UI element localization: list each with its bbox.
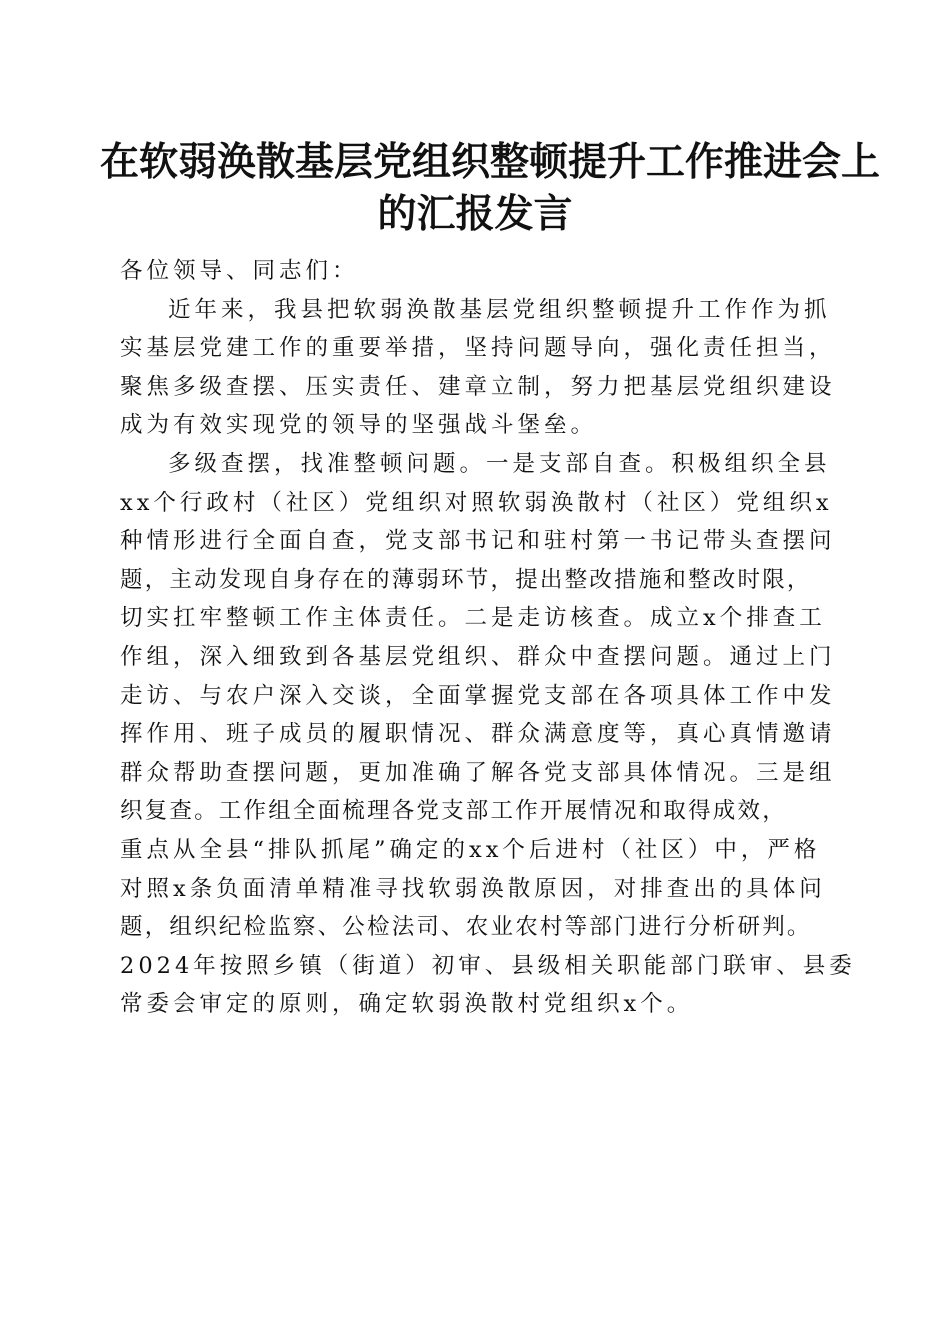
paragraph-line: 切实扛牢整顿工作主体责任。二是走访核查。成立x个排查工	[120, 605, 826, 632]
salutation-text: 各位领导、同志们：	[120, 258, 359, 284]
title-line: 的汇报发言	[377, 191, 573, 237]
paragraph-line: 成为有效实现党的领导的坚强战斗堡垒。	[120, 412, 598, 439]
paragraph-line: 走访、与农户深入交谈，全面掌握党支部在各项具体工作中发	[120, 682, 836, 709]
paragraph-line: 题，主动发现自身存在的薄弱环节，提出整改措施和整改时限，	[120, 566, 812, 593]
paragraph-inspection	[120, 445, 856, 1024]
paragraph-line: 对照x条负面清单精准寻找软弱涣散原因，对排查出的具体问	[120, 875, 826, 902]
paragraph-line: 题，组织纪检监察、公检法司、农业农村等部门进行分析研判。	[120, 914, 812, 941]
paragraph-line: 2024年按照乡镇（街道）初审、县级相关职能部门联审、县委	[120, 952, 856, 979]
paragraph-line: 群众帮助查摆问题，更加准确了解各党支部具体情况。三是组	[120, 759, 836, 786]
paragraph-line: 常委会审定的原则，确定软弱涣散村党组织x个。	[120, 991, 694, 1018]
paragraph-line: 多级查摆，找准整顿问题。一是支部自查。积极组织全县	[168, 450, 831, 477]
paragraph-intro	[120, 291, 835, 445]
paragraph-line: 织复查。工作组全面梳理各党支部工作开展情况和取得成效，	[120, 798, 787, 825]
title-line: 在软弱涣散基层党组织整顿提升工作推进会上	[100, 139, 881, 185]
document-body	[120, 252, 856, 1024]
paragraph-line: 近年来，我县把软弱涣散基层党组织整顿提升工作作为抓	[168, 296, 831, 323]
paragraph-line: 实基层党建工作的重要举措，坚持问题导向，强化责任担当，	[120, 335, 836, 362]
paragraph-line: 种情形进行全面自查，党支部书记和驻村第一书记带头查摆问	[120, 528, 836, 555]
paragraph-line: 挥作用、班子成员的履职情况、群众满意度等，真心真情邀请	[120, 721, 836, 748]
document-title	[100, 136, 881, 240]
paragraph-line: 重点从全县“排队抓尾”确定的xx个后进村（社区）中，严格	[120, 836, 821, 863]
paragraph-line: 作组，深入细致到各基层党组织、群众中查摆问题。通过上门	[120, 643, 836, 670]
salutation	[120, 252, 835, 291]
paragraph-line: 聚焦多级查摆、压实责任、建章立制，努力把基层党组织建设	[120, 373, 836, 400]
paragraph-line: xx个行政村（社区）党组织对照软弱涣散村（社区）党组织x	[120, 489, 833, 516]
